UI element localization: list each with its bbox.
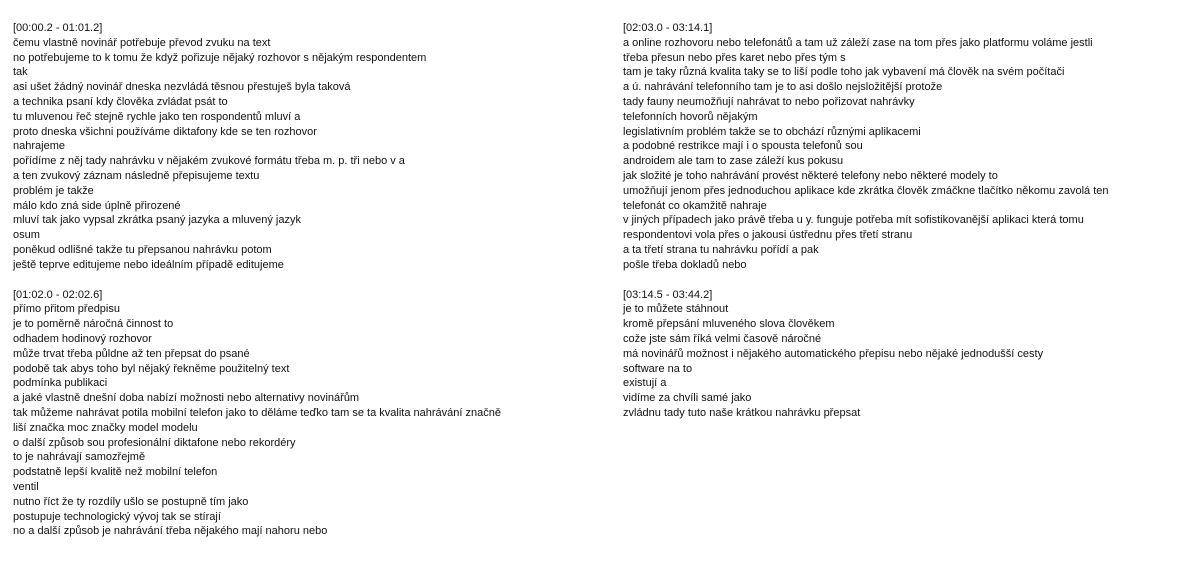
- transcript-line: tam je taky různá kvalita taky se to liší podle toho jak vybavení má člověk na svém počítači: [623, 66, 1065, 79]
- transcript-column-left: [13, 21, 593, 554]
- segment-timestamp: [00:00.2 - 01:01.2]: [13, 22, 103, 34]
- transcript-column-right: [623, 21, 1193, 436]
- transcript-line: je to poměrně náročná činnost to: [13, 318, 174, 331]
- transcript-line: no potřebujeme to k tomu že když pořizuje nějaký rozhovor s nějakým respondentem: [13, 51, 427, 64]
- transcript-line: pořídíme z něj tady nahrávku v nějakém zvukové formátu třeba m. p. tři nebo v a: [13, 155, 405, 168]
- transcript-line: podmínka publikaci: [13, 377, 108, 390]
- transcript-line: jak složité je toho nahrávání provést některé telefony nebo některé modely to: [623, 169, 998, 182]
- transcript-line: podstatně lepší kvalitě než mobilní telefon: [13, 466, 218, 479]
- transcript-line: podobě tak abys toho byl nějaký řekněme použitelný text: [13, 362, 290, 375]
- transcript-line: čemu vlastně novinář potřebuje převod zvuku na text: [13, 36, 271, 49]
- transcript-line: poněkud odlišné takže tu přepsanou nahrávku potom: [13, 243, 272, 256]
- transcript-line: má novinářů možnost i nějakého automatického přepisu nebo nějaké jednodušší cesty: [623, 347, 1044, 360]
- transcript-line: asi ušet žádný novinář dneska nezvládá těsnou přestuješ byla taková: [13, 81, 351, 94]
- transcript-line: tu mluvenou řeč stejně rychle jako ten rospondentů mluví a: [13, 110, 301, 123]
- transcript-line: osum: [13, 229, 40, 242]
- segment-timestamp: [02:03.0 - 03:14.1]: [623, 22, 713, 34]
- transcript-line: liší značka moc značky model modelu: [13, 421, 198, 434]
- transcript-line: tak: [13, 66, 28, 79]
- transcript-line: nutno říct že ty rozdíly ušlo se postupně tím jako: [13, 495, 249, 508]
- transcript-line: a jaké vlastně dnešní doba nabízí možnosti nebo alternativy novinářům: [13, 392, 360, 405]
- transcript-line: a ten zvukový záznam následně přepisujeme textu: [13, 169, 260, 182]
- transcript-line: kromě přepsání mluveného slova člověkem: [623, 318, 835, 331]
- transcript-line: to je nahrávají samozřejmě: [13, 451, 146, 464]
- transcript-segment: [623, 288, 1193, 421]
- transcript-line: cože jste sám říká velmi časově náročné: [623, 332, 822, 345]
- segment-timestamp: [01:02.0 - 02:02.6]: [13, 288, 103, 301]
- transcript-line: může trvat třeba půldne až ten přepsat do psané: [13, 347, 250, 360]
- transcript-line: software na to: [623, 362, 693, 375]
- transcript-line: ventil: [13, 480, 39, 493]
- transcript-line: nahrajeme: [13, 140, 65, 153]
- transcript-line: androidem ale tam to zase záleží kus pokusu: [623, 155, 844, 168]
- transcript-line: odhadem hodinový rozhovor: [13, 332, 152, 345]
- transcript-line: legislativním problém takže se to obchází různými aplikacemi: [623, 125, 921, 138]
- transcript-line: tak můžeme nahrávat potila mobilní telefon jako to děláme teďko tam se ta kvalita nahrávání značně: [13, 406, 501, 419]
- transcript-line: problém je takže: [13, 184, 94, 197]
- transcript-segment: [623, 21, 1193, 273]
- transcript-segment: [13, 21, 593, 273]
- transcript-line: telefonních hovorů nějakým: [623, 110, 758, 123]
- transcript-line: ještě teprve editujeme nebo ideálním případě editujeme: [13, 258, 284, 271]
- transcript-line: proto dneska všichni používáme diktafony kde se ten rozhovor: [13, 125, 317, 138]
- transcript-line: vidíme za chvíli samé jako: [623, 392, 752, 405]
- transcript-line: respondentovi vola přes o jakousi ústřednu přes třetí stranu: [623, 229, 913, 242]
- transcript-line: tady fauny neumožňují nahrávat to nebo pořizovat nahrávky: [623, 95, 915, 108]
- transcript-line: pošle třeba dokladů nebo: [623, 258, 747, 271]
- transcript-line: je to můžete stáhnout: [623, 303, 729, 316]
- transcript-line: zvládnu tady tuto naše krátkou nahrávku přepsat: [623, 406, 861, 419]
- transcript-line: v jiných případech jako právě třeba u y. funguje potřeba mít sofistikovanější aplikaci která tomu: [623, 214, 1084, 227]
- transcript-line: a podobné restrikce mají i o spousta telefonů sou: [623, 140, 863, 153]
- transcript-line: přímo přitom předpisu: [13, 303, 120, 316]
- transcript-line: existují a: [623, 377, 667, 390]
- transcript-line: o další způsob sou profesionální diktafone nebo rekordéry: [13, 436, 296, 449]
- transcript-line: no a další způsob je nahrávání třeba nějakého mají nahoru nebo: [13, 525, 328, 538]
- transcript-line: postupuje technologický vývoj tak se stírají: [13, 510, 221, 523]
- transcript-segment: [13, 288, 593, 540]
- transcript-line: a technika psaní kdy člověka zvládat psát to: [13, 95, 228, 108]
- transcript-line: a ta třetí strana tu nahrávku pořídí a pak: [623, 243, 819, 256]
- transcript-line: třeba přesun nebo přes karet nebo přes tým s: [623, 51, 846, 64]
- transcript-line: mluví tak jako vypsal zkrátka psaný jazyka a mluvený jazyk: [13, 214, 301, 227]
- transcript-line: umožňují jenom přes jednoduchou aplikace kde zkrátka člověk zmáčkne tlačítko někomu zavolá ten: [623, 184, 1109, 197]
- transcript-line: a ú. nahrávání telefonního tam je to asi došlo nejsložitější protože: [623, 81, 943, 94]
- transcript-line: a online rozhovoru nebo telefonátů a tam už záleží zase na tom přes jako platformu voláme jestli: [623, 36, 1093, 49]
- segment-timestamp: [03:14.5 - 03:44.2]: [623, 288, 713, 301]
- transcript-line: telefonát co okamžitě nahraje: [623, 199, 767, 212]
- transcript-line: málo kdo zná side úplně přirozené: [13, 199, 181, 212]
